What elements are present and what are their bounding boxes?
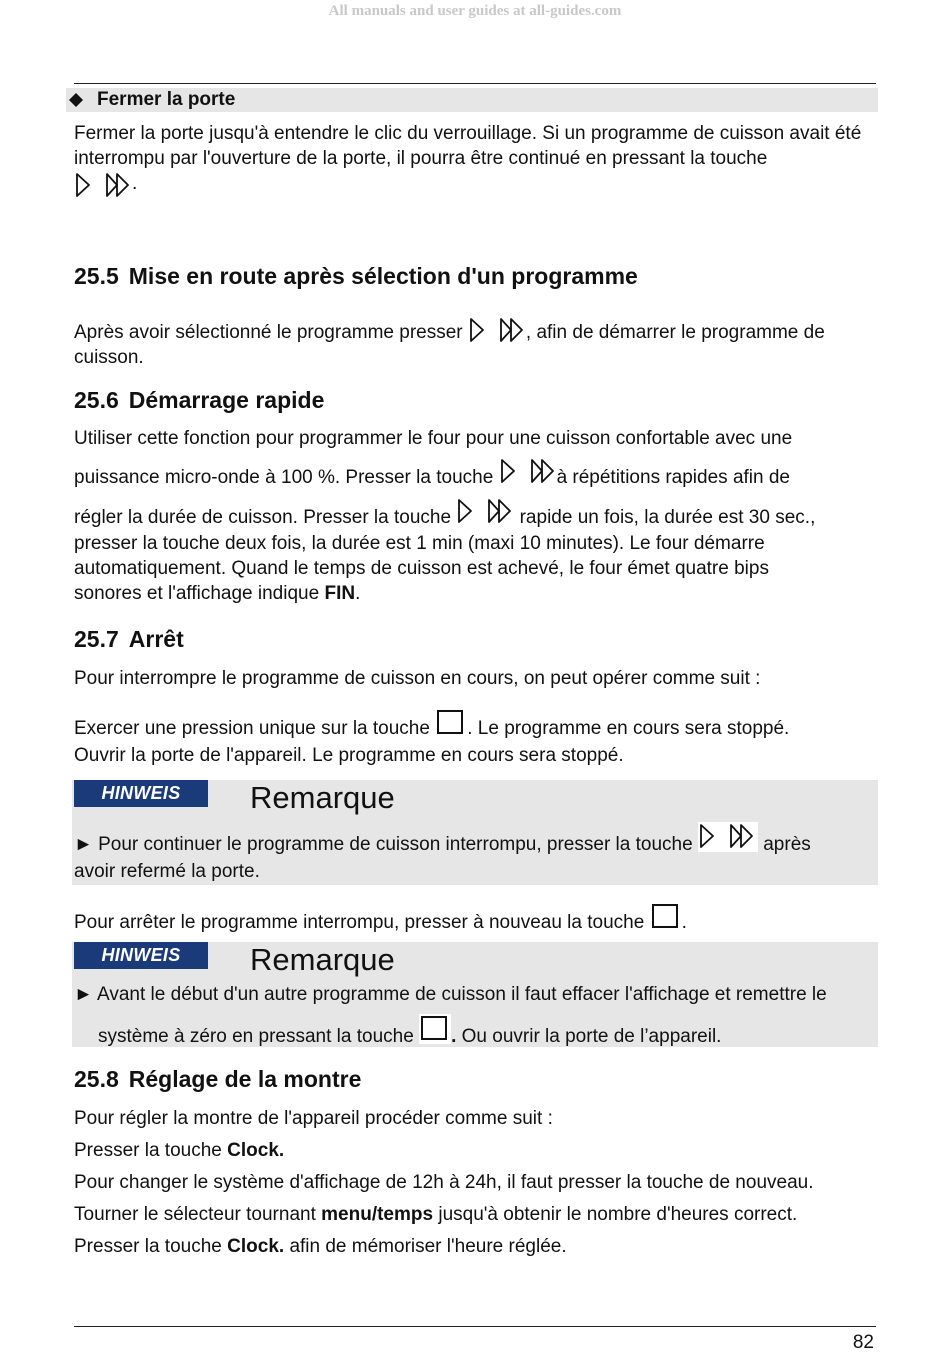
- section-number: 25.7: [74, 626, 119, 652]
- text-line: Pour interrompre le programme de cuisson en cours, on peut opérer comme suit :: [74, 668, 761, 689]
- paragraph-text: Après avoir sélectionné le programme presser: [74, 322, 463, 343]
- diamond-bullet-icon: [68, 92, 84, 108]
- text-line: [74, 708, 880, 741]
- note-text-line: ► Avant le début d'un autre programme de cuisson il faut effacer l'affichage et remettre le: [74, 984, 827, 1005]
- text-fragment: sonores et l'affichage indique: [74, 583, 320, 604]
- section-heading-25-5: [74, 263, 638, 290]
- section-number: 25.5: [74, 263, 119, 289]
- stop-square-icon: [650, 902, 682, 930]
- bottom-rule: [74, 1326, 876, 1327]
- section-number: 25.8: [74, 1066, 119, 1092]
- text-fragment: Ou ouvrir la porte de l’appareil.: [456, 1026, 722, 1047]
- hinweis-badge: HINWEIS: [74, 942, 208, 969]
- text-fragment: après: [763, 834, 811, 855]
- section-heading-25-6: [74, 387, 324, 414]
- text-fragment: Exercer une pression unique sur la touche: [74, 718, 430, 739]
- text-line: [74, 1138, 880, 1163]
- text-fragment: Pour arrêter le programme interrompu, presser à nouveau la touche: [74, 912, 645, 933]
- text-fragment: . Le programme en cours sera stoppé.: [467, 718, 790, 739]
- text-line: [74, 1202, 880, 1227]
- text-line: [74, 1234, 880, 1259]
- text-fragment: Presser la touche: [74, 1236, 222, 1257]
- subheading-title: Fermer la porte: [97, 89, 236, 110]
- paragraph-text: , afin de démarrer le programme de cuisson.: [74, 322, 825, 368]
- text-fragment: à répétitions rapides afin de: [556, 467, 790, 488]
- text-line: [74, 457, 880, 490]
- text-fragment: .: [355, 583, 361, 604]
- text-line: Utiliser cette fonction pour programmer le four pour une cuisson confortable avec une: [74, 428, 793, 449]
- text-line: presser la touche deux fois, la durée est 1 min (maxi 10 minutes). Le four démarre: [74, 533, 765, 554]
- key-name: Clock.: [227, 1140, 285, 1161]
- section-title: Démarrage rapide: [128, 387, 325, 413]
- text-fragment: Presser la touche: [74, 1140, 222, 1161]
- text-line: [74, 497, 880, 530]
- text-fragment: régler la durée de cuisson. Presser la touche: [74, 507, 452, 528]
- text-fragment: afin de mémoriser l'heure réglée.: [289, 1236, 567, 1257]
- section-title: Arrêt: [128, 626, 184, 652]
- hinweis-badge: HINWEIS: [74, 780, 208, 807]
- intro-text: Fermer la porte jusqu'à entendre le clic du verrouillage. Si un programme de cuisson avait été interrompu par l'ouverture de la porte, il pourra être continué en pressant la touche: [74, 123, 862, 169]
- text-line: Ouvrir la porte de l'appareil. Le programme en cours sera stoppé.: [74, 745, 624, 766]
- note-title: Remarque: [250, 942, 395, 977]
- text-line: Pour changer le système d'affichage de 12h à 24h, il faut presser la touche de nouveau.: [74, 1172, 814, 1193]
- text-line: [74, 581, 880, 606]
- section-25-5-paragraph: [74, 316, 880, 370]
- text-fragment: puissance micro-onde à 100 %. Presser la touche: [74, 467, 494, 488]
- section-number: 25.6: [74, 387, 119, 413]
- text-line: Pour régler la montre de l'appareil procéder comme suit :: [74, 1108, 553, 1129]
- display-value: FIN: [324, 583, 356, 604]
- play-fastforward-icon: [499, 457, 557, 485]
- watermark: All manuals and user guides at all-guides.com: [328, 3, 622, 19]
- text-fragment: .: [451, 1026, 457, 1047]
- text-fragment: Tourner le sélecteur tournant: [74, 1204, 316, 1225]
- play-fastforward-icon: [74, 171, 132, 199]
- text-fragment: .: [681, 912, 687, 933]
- key-name: Clock.: [227, 1236, 285, 1257]
- intro-paragraph: [74, 121, 880, 199]
- section-heading-25-8: [74, 1066, 361, 1093]
- note-text-line: [98, 1014, 898, 1049]
- note-box: [72, 942, 878, 1047]
- note-text-line: avoir refermé la porte.: [74, 861, 260, 882]
- text-fragment: jusqu'à obtenir le nombre d'heures correct.: [438, 1204, 798, 1225]
- text-fragment: système à zéro en pressant la touche: [98, 1026, 414, 1047]
- play-fastforward-icon: [468, 316, 526, 344]
- text-line: [74, 902, 880, 935]
- text-line: automatiquement. Quand le temps de cuisson est achevé, le four émet quatre bips: [74, 558, 769, 579]
- section-heading-25-7: [74, 626, 184, 653]
- section-title: Mise en route après sélection d'un programme: [128, 263, 638, 289]
- section-title: Réglage de la montre: [128, 1066, 362, 1092]
- key-name: menu/temps: [321, 1204, 434, 1225]
- stop-square-icon: [419, 1014, 451, 1044]
- note-box: [72, 780, 878, 885]
- stop-square-icon: [435, 708, 467, 736]
- note-text-line: [74, 822, 874, 857]
- page-number: 82: [852, 1332, 874, 1353]
- intro-text-end: .: [132, 173, 138, 194]
- text-fragment: rapide un fois, la durée est 30 sec.,: [519, 507, 816, 528]
- text-fragment: ► Pour continuer le programme de cuisson interrompu, presser la touche: [74, 834, 693, 855]
- top-rule: [74, 83, 876, 84]
- play-fastforward-icon: [698, 822, 758, 852]
- note-title: Remarque: [250, 780, 395, 815]
- play-fastforward-icon: [456, 497, 514, 525]
